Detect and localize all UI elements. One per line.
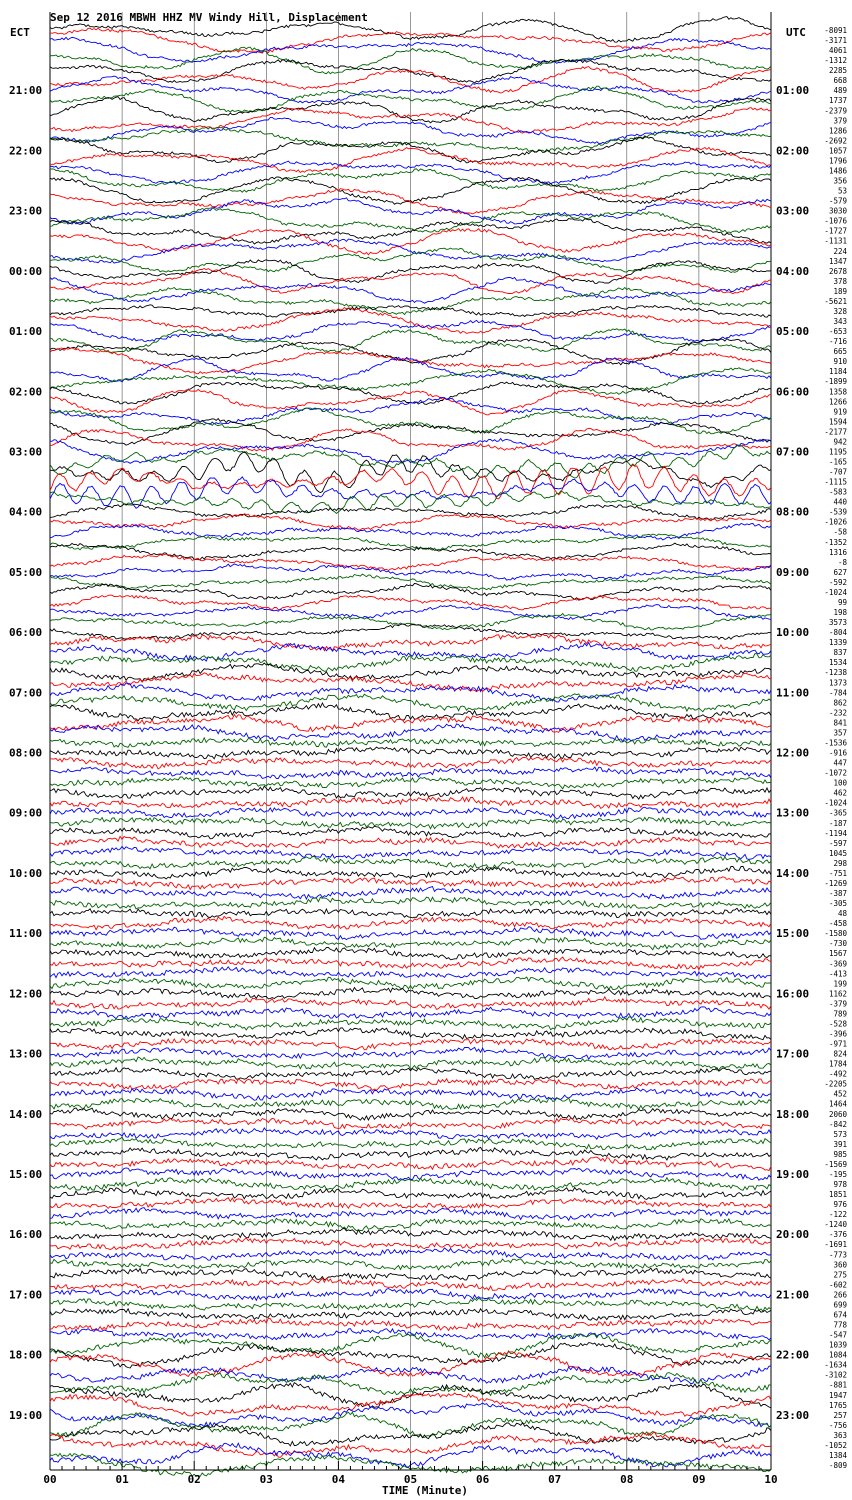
trace-offset-value: -305 (828, 899, 847, 909)
trace-offset-value: -1312 (824, 56, 847, 66)
trace-offset-value: 1039 (828, 1340, 847, 1350)
trace-offset-value: -8 (837, 557, 847, 567)
x-tick-label: 00 (43, 1473, 57, 1486)
trace-offset-value: 1464 (828, 1099, 847, 1109)
left-hour-label: 05:00 (9, 565, 43, 579)
trace-offset-value: 1594 (828, 417, 847, 427)
right-hour-label: 14:00 (776, 866, 810, 880)
trace-offset-value: 837 (833, 648, 847, 658)
trace-offset-value: -1024 (824, 587, 847, 597)
trace-offset-value: -1269 (824, 878, 847, 888)
trace-offset-value: -1131 (824, 236, 847, 246)
trace-offset-value: -376 (828, 1230, 847, 1240)
right-hour-label: 02:00 (776, 144, 810, 158)
right-hour-label: 12:00 (776, 746, 810, 760)
left-hour-label: 00:00 (9, 264, 43, 278)
trace-offset-value: 100 (833, 778, 847, 788)
trace-offset-value: 452 (833, 1089, 847, 1099)
trace-offset-value: -597 (828, 838, 847, 848)
left-hour-label: 16:00 (9, 1228, 43, 1242)
trace-offset-value: 357 (833, 728, 847, 738)
trace-offset-value: -602 (828, 1280, 847, 1290)
trace-offset-value: -1634 (824, 1360, 847, 1370)
trace-offset-value: 4061 (828, 46, 847, 56)
right-hour-label: 19:00 (776, 1167, 810, 1181)
left-hour-label: 12:00 (9, 987, 43, 1001)
trace-offset-value: 841 (833, 718, 847, 728)
x-tick-label: 06 (475, 1473, 490, 1486)
trace-offset-value: -3171 (824, 36, 847, 46)
trace-offset-value: -396 (828, 1029, 847, 1039)
trace-offset-value: -730 (828, 939, 847, 949)
trace-offset-value: 1316 (828, 547, 847, 557)
trace-offset-value: -5621 (824, 296, 847, 306)
trace-offset-value: -1536 (824, 738, 847, 748)
trace-offset-value: -784 (828, 688, 847, 698)
trace-offset-value: 257 (833, 1410, 847, 1420)
trace-offset-value: -1024 (824, 798, 847, 808)
trace-offset-value: -579 (828, 196, 847, 206)
trace-offset-value: -369 (828, 959, 847, 969)
x-tick-label: 04 (331, 1473, 346, 1486)
right-hour-label: 01:00 (776, 84, 810, 98)
left-timezone-label: ECT (10, 26, 30, 39)
trace-offset-value: 378 (833, 276, 847, 286)
trace-offset-value: 985 (833, 1149, 847, 1159)
right-hour-label: 17:00 (776, 1047, 810, 1061)
right-hour-label: 05:00 (776, 325, 810, 339)
trace-offset-value: 379 (833, 116, 847, 126)
trace-offset-value: -2205 (824, 1079, 847, 1089)
trace-offset-value: -187 (828, 818, 847, 828)
trace-offset-value: -8091 (824, 26, 847, 35)
trace-offset-value: -809 (828, 1461, 847, 1470)
trace-offset-value: 53 (837, 186, 847, 196)
trace-offset-value: -1115 (824, 477, 847, 487)
trace-offset-value: -1569 (824, 1159, 847, 1169)
trace-offset-value: -387 (828, 889, 847, 899)
trace-offset-value: 1162 (828, 989, 847, 999)
trace-offset-value: 824 (833, 1049, 847, 1059)
left-hour-label: 21:00 (9, 84, 43, 98)
left-hour-label: 22:00 (9, 144, 43, 158)
trace-offset-value: 1373 (828, 678, 847, 688)
x-tick-label: 09 (692, 1473, 706, 1486)
right-hour-labels (776, 84, 809, 1422)
x-tick-label: 02 (187, 1473, 201, 1486)
trace-offset-value: 462 (833, 788, 847, 798)
trace-offset-value: 489 (833, 86, 847, 96)
trace-offset-value: -195 (828, 1169, 847, 1179)
trace-offset-value: 1266 (828, 397, 847, 407)
trace-offset-value: -1691 (824, 1240, 847, 1250)
trace-offset-value: 862 (833, 698, 847, 708)
trace-offset-value: -547 (828, 1330, 847, 1340)
trace-offset-value: 1286 (828, 126, 847, 136)
trace-offset-value: -539 (828, 507, 847, 517)
trace-offset-value: -2177 (824, 427, 847, 437)
trace-offset-value: 298 (833, 858, 847, 868)
trace-offset-value: 343 (833, 317, 847, 327)
trace-offset-value: 1567 (828, 949, 847, 959)
trace-offset-value: 2060 (828, 1109, 847, 1119)
trace-offset-value: 363 (833, 1430, 847, 1440)
trace-offset-value: -707 (828, 467, 847, 477)
trace-offset-value: -528 (828, 1019, 847, 1029)
trace-offset-value: 360 (833, 1260, 847, 1270)
trace-offset-value: 665 (833, 347, 847, 357)
trace-offset-value: -1026 (824, 517, 847, 527)
trace-offset-value: -1899 (824, 377, 847, 387)
trace-offset-value: 1765 (828, 1400, 847, 1410)
trace-offset-value: 1339 (828, 638, 847, 648)
trace-offset-value: 266 (833, 1290, 847, 1300)
trace-offset-value: -122 (828, 1210, 847, 1220)
trace-offset-value: 1486 (828, 166, 847, 176)
trace-offset-value: -1052 (824, 1440, 847, 1450)
x-tick-label: 03 (259, 1473, 273, 1486)
trace-offset-value: -2379 (824, 106, 847, 116)
trace-offset-value: -58 (833, 527, 847, 537)
left-hour-label: 23:00 (9, 204, 43, 218)
trace-offset-value: -971 (828, 1039, 847, 1049)
trace-offset-value: 1947 (828, 1390, 847, 1400)
trace-offset-value: -165 (828, 457, 847, 467)
trace-offset-value: -756 (828, 1420, 847, 1430)
trace-offset-value: 99 (837, 597, 847, 607)
x-tick-label: 01 (115, 1473, 129, 1486)
trace-offset-value: -583 (828, 487, 847, 497)
trace-offset-value: 1057 (828, 146, 847, 156)
left-hour-label: 18:00 (9, 1348, 43, 1362)
trace-offset-value: 1084 (828, 1350, 847, 1360)
x-tick-label: 07 (548, 1473, 562, 1486)
trace-offset-value: 328 (833, 306, 847, 316)
trace-offset-value: -3102 (824, 1370, 847, 1380)
trace-offset-value: -842 (828, 1119, 847, 1129)
right-hour-label: 03:00 (776, 204, 810, 218)
trace-offset-value: 189 (833, 286, 847, 296)
trace-offset-value: 1184 (828, 367, 847, 377)
trace-offset-value: 3573 (828, 618, 847, 628)
trace-offset-value: -1240 (824, 1220, 847, 1230)
trace-offset-value: 2285 (828, 66, 847, 76)
trace-offset-value: -881 (828, 1380, 847, 1390)
trace-offset-value: 978 (833, 1180, 847, 1190)
trace-offset-value: 789 (833, 1009, 847, 1019)
trace-offset-value: 440 (833, 497, 847, 507)
trace-offset-value: -413 (828, 969, 847, 979)
left-hour-label: 13:00 (9, 1047, 43, 1061)
right-hour-label: 18:00 (776, 1107, 810, 1121)
trace-offset-value: 699 (833, 1300, 847, 1310)
right-timezone-label: UTC (786, 26, 806, 39)
x-tick-label: 10 (764, 1473, 778, 1486)
trace-offset-value: -232 (828, 708, 847, 718)
right-hour-label: 23:00 (776, 1408, 810, 1422)
trace-offset-value: 1534 (828, 658, 847, 668)
right-hour-label: 20:00 (776, 1228, 810, 1242)
trace-offset-value: -1238 (824, 668, 847, 678)
trace-offset-value: 573 (833, 1129, 847, 1139)
left-hour-label: 02:00 (9, 385, 43, 399)
trace-offset-value: -751 (828, 868, 847, 878)
trace-offset-value: 391 (833, 1139, 847, 1149)
left-hour-label: 17:00 (9, 1288, 43, 1302)
left-hour-labels (9, 84, 42, 1422)
right-hour-label: 22:00 (776, 1348, 810, 1362)
trace-offset-value: -458 (828, 919, 847, 929)
right-hour-label: 07:00 (776, 445, 810, 459)
trace-offset-value: -804 (828, 628, 847, 638)
left-hour-label: 15:00 (9, 1167, 43, 1181)
left-hour-label: 07:00 (9, 686, 43, 700)
right-hour-label: 16:00 (776, 987, 810, 1001)
trace-offset-value: -379 (828, 999, 847, 1009)
trace-offset-value: -916 (828, 748, 847, 758)
trace-offset-value: -1072 (824, 768, 847, 778)
left-hour-label: 19:00 (9, 1408, 43, 1422)
left-hour-label: 08:00 (9, 746, 43, 760)
trace-offset-value: 919 (833, 407, 847, 417)
trace-offset-value: -1727 (824, 226, 847, 236)
right-hour-label: 11:00 (776, 686, 810, 700)
trace-offset-value: 1851 (828, 1190, 847, 1200)
right-hour-label: 10:00 (776, 626, 810, 640)
trace-offset-value: 275 (833, 1270, 847, 1280)
right-hour-label: 21:00 (776, 1288, 810, 1302)
left-hour-label: 06:00 (9, 626, 43, 640)
trace-offset-value: 976 (833, 1200, 847, 1210)
left-hour-label: 03:00 (9, 445, 43, 459)
trace-offset-value: 668 (833, 76, 847, 86)
trace-offset-value: 2678 (828, 266, 847, 276)
x-axis (43, 1461, 777, 1486)
trace-offset-value: 3030 (828, 206, 847, 216)
right-hour-label: 09:00 (776, 565, 810, 579)
trace-offset-value: -1580 (824, 929, 847, 939)
right-hour-label: 06:00 (776, 385, 810, 399)
trace-offset-value: 1195 (828, 447, 847, 457)
right-hour-label: 08:00 (776, 505, 810, 519)
chart-title: Sep 12 2016 MBWH HHZ MV Windy Hill, Displacement (50, 11, 368, 24)
trace-offset-value: 48 (837, 909, 847, 919)
trace-offset-value: 1784 (828, 1059, 847, 1069)
trace-offset-value: 910 (833, 357, 847, 367)
trace-offset-value: 1045 (828, 848, 847, 858)
trace-offset-value: -773 (828, 1250, 847, 1260)
trace-offset-value: -1076 (824, 216, 847, 226)
trace-offset-value: 778 (833, 1320, 847, 1330)
trace-offset-value: -2692 (824, 136, 847, 146)
trace-offset-value: 447 (833, 758, 847, 768)
trace-offset-value: 199 (833, 979, 847, 989)
trace-offset-value: 942 (833, 437, 847, 447)
trace-offset-value: 674 (833, 1310, 847, 1320)
right-hour-label: 13:00 (776, 806, 810, 820)
trace-offset-value: -1194 (824, 828, 847, 838)
trace-offset-value: 1737 (828, 96, 847, 106)
trace-offset-value: -492 (828, 1069, 847, 1079)
left-hour-label: 01:00 (9, 325, 43, 339)
trace-offset-value: 1384 (828, 1450, 847, 1460)
trace-offset-value: 1796 (828, 156, 847, 166)
trace-offset-value: 198 (833, 608, 847, 618)
left-hour-label: 14:00 (9, 1107, 43, 1121)
right-hour-label: 15:00 (776, 927, 810, 941)
trace-offset-value: 627 (833, 567, 847, 577)
trace-offset-value: 1358 (828, 387, 847, 397)
trace-offset-value: -716 (828, 337, 847, 347)
trace-offset-value: 356 (833, 176, 847, 186)
left-hour-label: 09:00 (9, 806, 43, 820)
trace-offset-value: -365 (828, 808, 847, 818)
left-hour-label: 11:00 (9, 927, 43, 941)
x-axis-title: TIME (Minute) (381, 1484, 469, 1497)
trace-offset-labels (824, 26, 847, 1470)
trace-offset-value: -1352 (824, 537, 847, 547)
x-tick-label: 05 (403, 1473, 418, 1486)
trace-offset-value: -653 (828, 327, 847, 337)
trace-offset-value: 1347 (828, 256, 847, 266)
trace-offset-value: 224 (833, 246, 847, 256)
trace-offset-value: -592 (828, 577, 847, 587)
right-hour-label: 04:00 (776, 264, 810, 278)
left-hour-label: 04:00 (9, 505, 43, 519)
x-tick-label: 08 (620, 1473, 634, 1486)
left-hour-label: 10:00 (9, 866, 43, 880)
